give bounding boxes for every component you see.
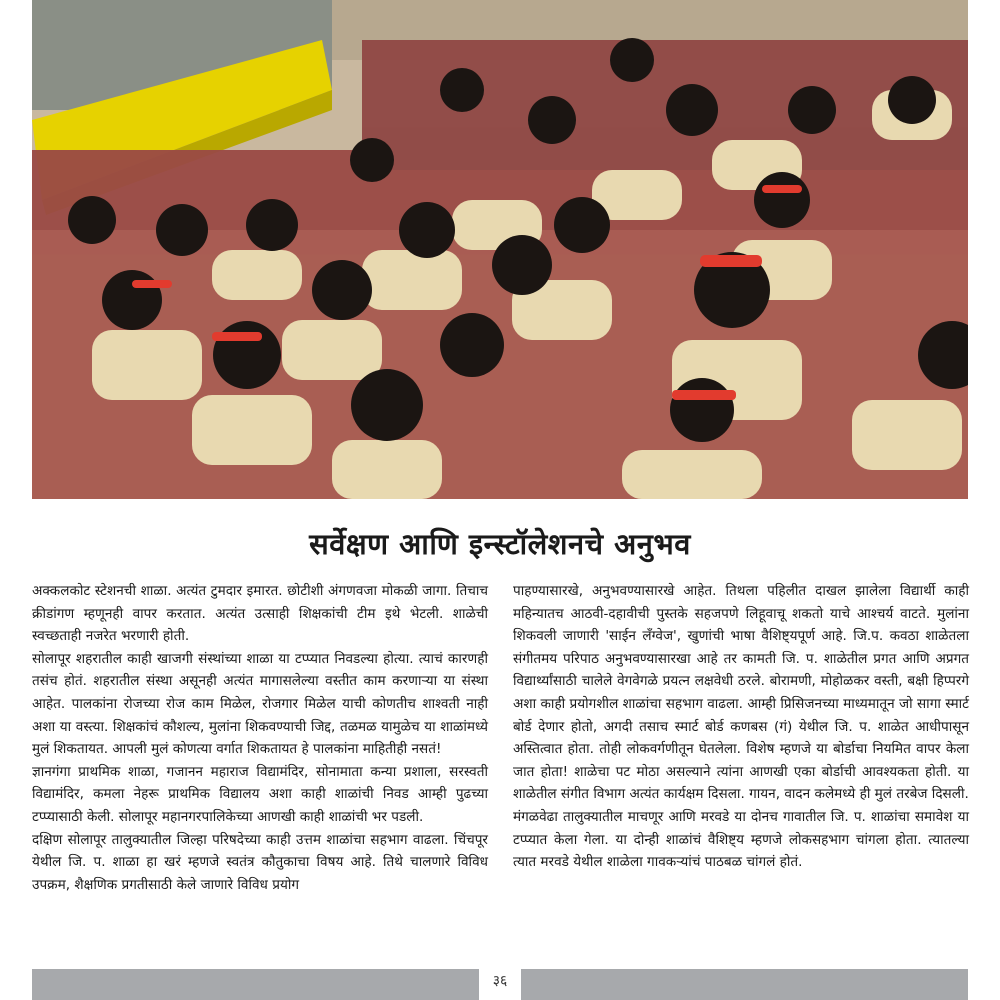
page-number: ३६ — [479, 962, 521, 1000]
paragraph: अक्कलकोट स्टेशनची शाळा. अत्यंत टुमदार इमारत. छोटीशी अंगणवजा मोकळी जागा. तिचाच क्रीडांगण म्हणूनही वापर करतात. अत्यंत उत्साही शिक्षकांची टीम इथे भेटली. शाळेची स्वच्छताही नजरेत भरणारी होती. — [32, 583, 488, 645]
school-children-photo — [32, 0, 968, 499]
paragraph: दक्षिण सोलापूर तालुक्यातील जिल्हा परिषदेच्या काही उत्तम शाळांचा सहभाग वाढला. चिंचपूर येथील जि. प. शाळा हा खरं म्हणजे स्वतंत्र कौतुकाचा विषय आहे. तिथे चालणारे विविध उपक्रम, शैक्षणिक प्रगतीसाठी केले जाणारे विविध प्रयोग — [32, 831, 488, 893]
paragraph: सोलापूर शहरातील काही खाजगी संस्थांच्या शाळा या टप्प्यात निवडल्या होत्या. त्याचं कारणही तसंच होतं. शहरातील संस्था असूनही अत्यंत मागासलेल्या वस्तीत काम करणाऱ्या या संस्था आहेत. पालकांना रोजच्या रोज काम मिळेल, रोजगार मिळेल याची कोणतीच शाश्वती नाही अशा या वस्त्या. शिक्षकांचं कौशल्य, मुलांना शिकवण्याची जिद्द, तळमळ यामुळेच या शाळांमध्ये मुलं शिकतायत. आपली मुलं कोणत्या वर्गात शिकतायत हे पालकांना माहितीही नसतं! — [32, 650, 488, 758]
article-column-right — [513, 580, 969, 874]
paragraph: मंगळवेढा तालुक्यातील माचणूर आणि मरवडे या दोनच गावातील जि. प. शाळांचा समावेश या टप्प्यात केला गेला. या दोन्ही शाळांचं वैशिष्ट्य म्हणजे लोकसहभाग चांगला होता. त्यातल्या त्यात मरवडे येथील शाळेला गावकऱ्यांचं पाठबळ चांगलं होतं. — [513, 808, 969, 871]
article-column-left — [32, 580, 488, 896]
article-title: सर्वेक्षण आणि इन्स्टॉलेशनचे अनुभव — [309, 527, 691, 561]
paragraph: पाहण्यासारखे, अनुभवण्यासारखे आहेत. तिथला पहिलीत दाखल झालेला विद्यार्थी काही महिन्यातच आठवी-दहावीची पुस्तके सहजपणे लिहूवाचू शकतो याचे आश्चर्य वाटते. मुलांना शिकवली जाणारी 'साईन लँग्वेज', खुणांची भाषा वैशिष्ट्यपूर्ण आहे. जि.प. कवठा शाळेतला संगीतमय परिपाठ अनुभवण्यासारखा आहे तर कामती जि. प. शाळेतील प्रगत आणि अप्रगत विद्यार्थ्यांसाठी चालेले वेगवेगळे प्रयत्न लक्षवेधी ठरले. बोरामणी, मोहोळकर वस्ती, बक्षी हिप्परगे अशा काही प्रयोगशील शाळांचा सहभाग वाढला. आम्ही प्रिसिजनच्या माध्यमातून जो सागा स्मार्ट बोर्ड देणार होतो, अगदी तसाच स्मार्ट बोर्ड कणबस (गं) येथील जि. प. शाळेत आधीपासून अस्तित्वात होता. तोही लोकवर्गणीतून घेतलेला. विशेष म्हणजे या बोर्डाचा नियमित वापर केला जात होता! शाळेचा पट मोठा असल्याने त्यांना आणखी एका बोर्डाची आवश्यकता होती. या शाळेतील संगीत विभाग अत्यंत कार्यक्षम दिसला. गायन, वादन कलेमध्ये ही मुलं तरबेज दिसली. — [513, 583, 969, 803]
paragraph: ज्ञानगंगा प्राथमिक शाळा, गजानन महाराज विद्यामंदिर, सोनामाता कन्या प्रशाला, सरस्वती विद्यामंदिर, कमला नेहरू प्राथमिक विद्यालय अशा काही शाळांची निवड आम्ही पुढच्या टप्प्यासाठी केली. सोलापूर महानगरपालिकेच्या आणखी काही शाळांची भर पडली. — [32, 763, 488, 825]
